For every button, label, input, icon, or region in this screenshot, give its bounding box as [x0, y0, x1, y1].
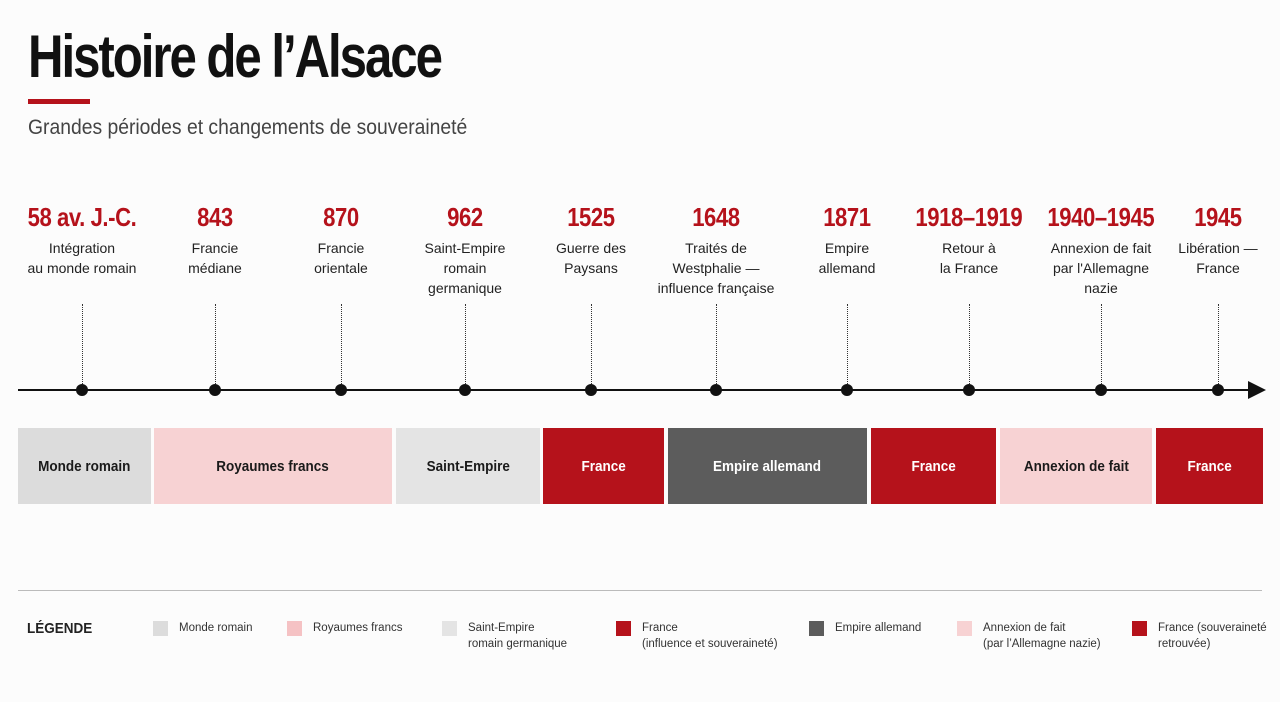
event-marker — [841, 384, 853, 396]
legend-item — [957, 620, 1101, 652]
period-label: Annexion de fait — [1023, 457, 1129, 475]
period-label: Monde romain — [38, 457, 131, 475]
event-connector — [215, 304, 216, 386]
event-connector — [1218, 304, 1219, 386]
period-band — [543, 428, 664, 504]
period-label: Saint-Empire — [426, 457, 510, 475]
event-connector — [82, 304, 83, 386]
event-connector — [847, 304, 848, 386]
legend-item — [442, 620, 567, 652]
event-marker — [209, 384, 221, 396]
period-band — [1156, 428, 1263, 504]
legend-label: Royaumes francs — [313, 622, 403, 634]
legend-swatch — [153, 621, 168, 636]
timeline-event — [7, 200, 157, 278]
event-year: 58 av. J.-C. — [27, 202, 137, 232]
legend-divider — [18, 590, 1262, 591]
event-marker — [963, 384, 975, 396]
event-year: 1525 — [567, 202, 615, 232]
event-connector — [465, 304, 466, 386]
event-marker — [710, 384, 722, 396]
timeline-axis — [18, 389, 1250, 391]
legend-label: France (souveraineté retrouvée) — [1158, 622, 1267, 650]
timeline-event — [641, 200, 791, 298]
period-band — [18, 428, 151, 504]
period-band — [396, 428, 540, 504]
period-label: Empire allemand — [713, 457, 822, 475]
period-band — [668, 428, 867, 504]
page-subtitle: Grandes périodes et changements de souveraineté — [28, 116, 468, 139]
timeline-event — [894, 200, 1044, 278]
event-year: 1871 — [823, 202, 871, 232]
event-connector — [341, 304, 342, 386]
timeline-event — [1143, 200, 1280, 278]
legend-item — [287, 620, 402, 636]
timeline-arrow-icon — [1248, 381, 1266, 399]
event-description: Intégration au monde romain — [27, 240, 137, 276]
period-band — [871, 428, 996, 504]
event-description: Francie médiane — [188, 240, 242, 276]
event-marker — [459, 384, 471, 396]
legend-item — [153, 620, 253, 636]
event-marker — [1095, 384, 1107, 396]
event-year: 1940–1945 — [1047, 202, 1155, 232]
legend-label: Empire allemand — [835, 622, 922, 634]
event-connector — [716, 304, 717, 386]
event-description: Saint-Empire romain germanique — [424, 240, 506, 296]
legend-label: Annexion de fait (par l’Allemagne nazie) — [983, 622, 1101, 650]
event-connector — [591, 304, 592, 386]
legend-item — [616, 620, 778, 652]
event-connector — [969, 304, 970, 386]
title-accent-bar — [28, 99, 90, 104]
event-description: Annexion de fait par l'Allemagne nazie — [1050, 240, 1152, 296]
legend-swatch — [287, 621, 302, 636]
event-description: Traités de Westphalie — influence française — [657, 240, 775, 296]
event-marker — [1212, 384, 1224, 396]
legend-item — [1132, 620, 1267, 652]
event-year: 962 — [447, 202, 483, 232]
period-label: Royaumes francs — [216, 457, 330, 475]
period-band — [154, 428, 392, 504]
event-description: Guerre des Paysans — [555, 240, 627, 276]
period-band — [1000, 428, 1152, 504]
event-description: Francie orientale — [314, 240, 368, 276]
legend-swatch — [809, 621, 824, 636]
event-year: 1945 — [1194, 202, 1242, 232]
legend-label: France (influence et souveraineté) — [642, 622, 778, 650]
event-marker — [76, 384, 88, 396]
period-label: France — [1187, 457, 1232, 475]
event-year: 1918–1919 — [915, 202, 1023, 232]
event-marker — [335, 384, 347, 396]
event-description: Retour à la France — [939, 240, 999, 276]
legend-swatch — [1132, 621, 1147, 636]
legend-swatch — [616, 621, 631, 636]
legend-item — [809, 620, 921, 636]
legend-label: Saint-Empire romain germanique — [468, 622, 568, 650]
event-year: 1648 — [692, 202, 740, 232]
period-label: France — [581, 457, 626, 475]
event-connector — [1101, 304, 1102, 386]
legend-swatch — [442, 621, 457, 636]
page-title: Histoire de l’Alsace — [28, 23, 441, 90]
event-year: 843 — [197, 202, 233, 232]
event-description: Libération — France — [1178, 240, 1258, 276]
legend-label: Monde romain — [179, 622, 253, 634]
event-description: Empire allemand — [818, 240, 876, 276]
period-label: France — [911, 457, 956, 475]
legend-swatch — [957, 621, 972, 636]
event-year: 870 — [323, 202, 359, 232]
event-marker — [585, 384, 597, 396]
legend-title: LÉGENDE — [27, 620, 93, 637]
